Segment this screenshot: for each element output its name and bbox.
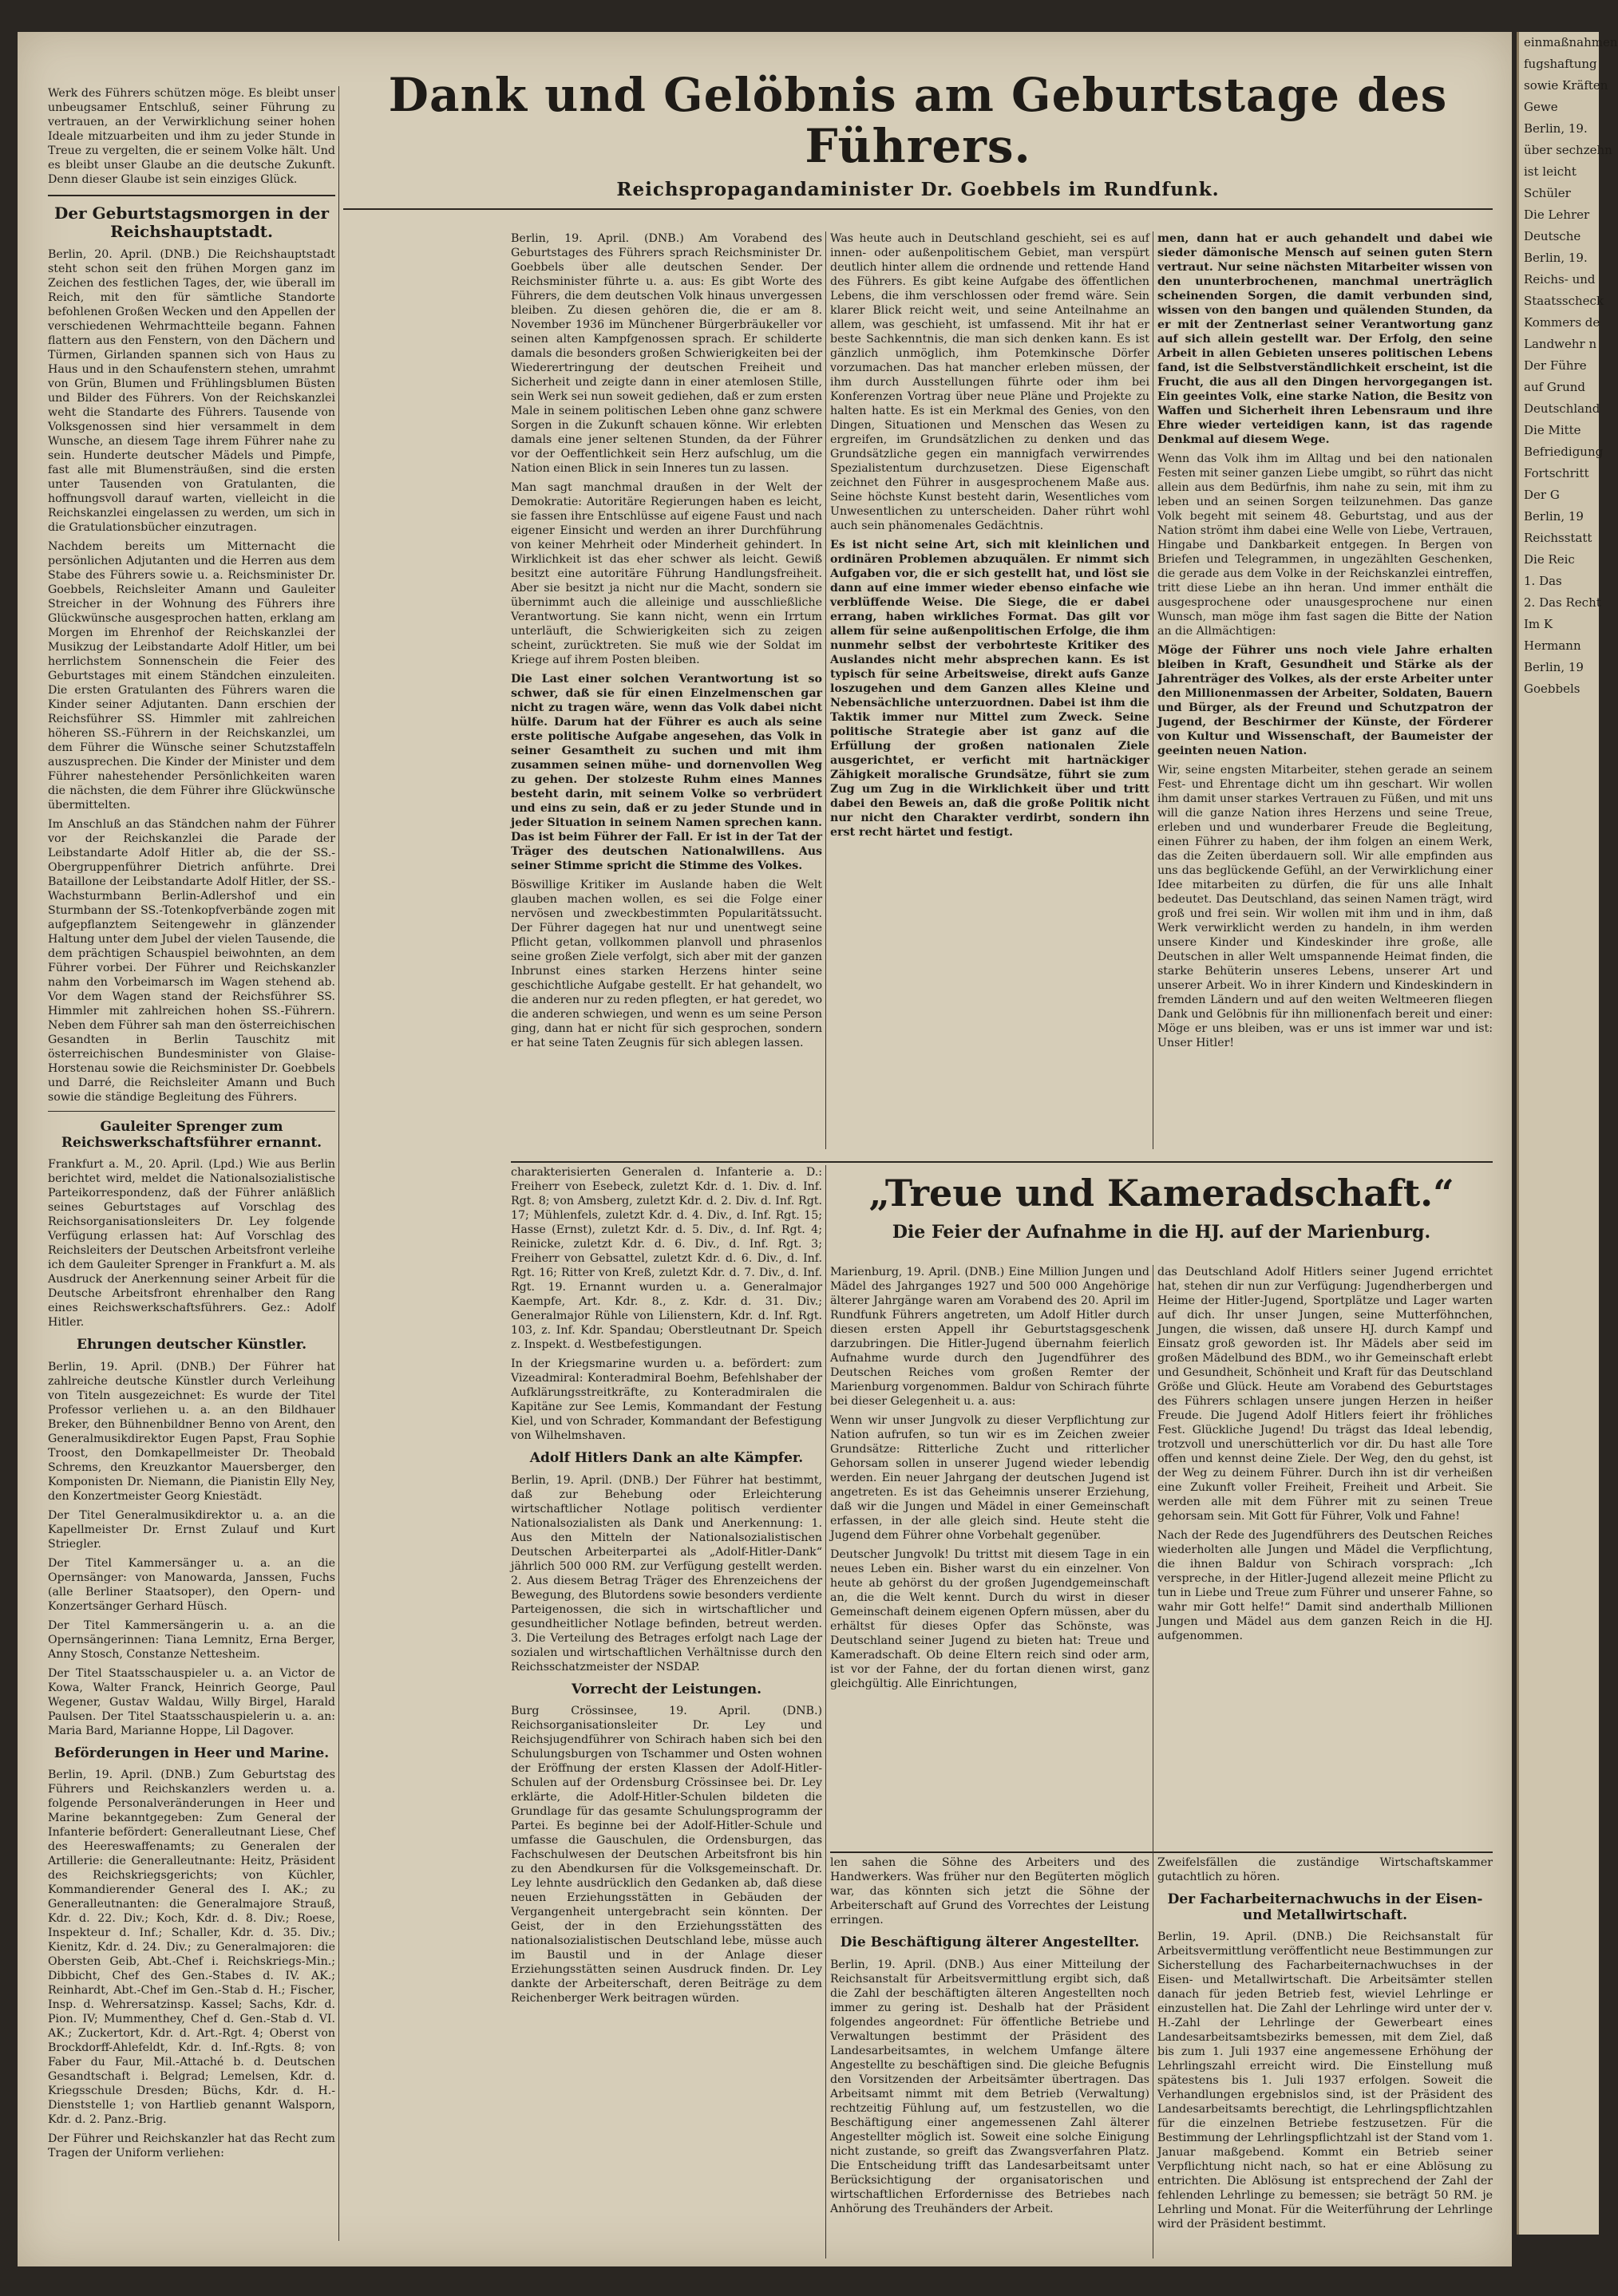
adjacent-page-line: Fortschritt bbox=[1524, 466, 1589, 480]
adjacent-page-line: Berlin, 19 bbox=[1524, 509, 1584, 524]
column-rule bbox=[825, 1165, 826, 2258]
adjacent-page-line: Kommers de bbox=[1524, 315, 1600, 330]
speech-paragraph: Wenn das Volk ihm im Alltag und bei den nationalen Festen mit seiner ganzen Liebe umgibt, so rührt das nicht allein aus dem Bedürfnis, ihm nahe zu sein, mit ihm zu leben und an seinen Sorgen teilzunehmen. Das ganze Volk begeht mit seinem 48. Geburtstag, und aus der Nation strömt ihm dabei eine Welle von Liebe, Vertrauen, Hingabe und Dankbarkeit entgegen. In Bergen von Briefen und Telegrammen, in ungezählten Geschenken, die gerade aus dem Volke in der Reichskanzlei eintreffen, tritt diese Liebe an ihn heran. Und immer enthält die ausgesprochene oder unausgesprochene nur einen Wunsch, man möge ihm fast sagen die Bitte der Nation an die Allmächtigen: bbox=[1157, 452, 1493, 638]
speech-column-b bbox=[830, 231, 1149, 1149]
column-2-lower bbox=[511, 1165, 822, 2258]
adjacent-page-line: Im K bbox=[1524, 617, 1553, 631]
adjacent-page-line: Deutschland bbox=[1524, 401, 1600, 416]
speech-paragraph: Man sagt manchmal draußen in der Welt der Demokratie: Autoritäre Regierungen haben es leicht, sie fassen ihre Entschlüsse auf eigene Faust und nach eigener Einsicht und werden an ihrer Durchführung von keiner Mehrheit oder Minderheit gehindert. In Wirklichkeit ist das eher schwer als leicht. Gewiß besitzt eine autoritäre Führung Handlungsfreiheit. Aber sie besitzt ja nicht nur die Macht, sondern sie übernimmt auch die alleinige und ausschließliche Verantwortung. Sie kann nicht, wenn ein Irrtum unterläuft, die Schwierigkeiten sich zu zeigen scheint, zurücktreten. Sie muß wie der Soldat im Kriege auf ihrem Posten bleiben. bbox=[511, 481, 822, 666]
adjacent-page-line: einmaßnahmen bbox=[1524, 35, 1618, 49]
column-4-bottom bbox=[1157, 1855, 1493, 2258]
newspaper-page bbox=[18, 32, 1512, 2266]
article-paragraph: Frankfurt a. M., 20. April. (Lpd.) Wie aus Berlin berichtet wird, meldet die Nationalsozialistische Parteikorrespondenz, daß der Führer anläßlich seines Geburtstages auf Vorschlag des Reichsorganisationsleiters Dr. Ley folgende Verfügung erlassen hat: Auf Vorschlag des Reichsleiters der Deutschen Arbeitsfront verleihe ich dem Gauleiter Sprenger in Frankfurt a. M. als Ausdruck der Anerkennung seiner Arbeit für die Deutsche Arbeitsfront ehrenhalber den Rang eines Reichswerkschaftsführers. Gez.: Adolf Hitler. bbox=[48, 1158, 335, 1330]
article-paragraph: Der Titel Kammersängerin u. a. an die Opernsängerinnen: Tiana Lemnitz, Erna Berger, Anny Stosch, Constanze Nettesheim. bbox=[48, 1618, 335, 1661]
treue-column-a bbox=[830, 1265, 1149, 1840]
main-subheadline: Reichspropagandaminister Dr. Goebbels im Rundfunk. bbox=[616, 178, 1220, 200]
article-paragraph: Berlin, 19. April. (DNB.) Die Reichsanstalt für Arbeitsvermittlung veröffentlicht neue Bestimmungen zur Sicherstellung des Facharbeiternachwuchses in der Eisen- und Metallwirtschaft. Die Arbeitsämter stellen danach für jeden Betrieb fest, wieviel Lehrlinge er einzustellen hat. Die Zahl der Lehrlinge wird unter der v. H.-Zahl der Lehrlinge der Gewerbeart eines Landesarbeitsamtsbezirks bemessen, mit dem Ziel, daß bis zum 1. Juli 1937 eine angemessene Erhöhung der Lehrlingszahl erreicht wird. Die Einstellung muß spätestens bis 1. Juli 1937 erfolgen. Soweit die Verhandlungen ergebnislos sind, ist der Präsident des Landesarbeitsamts berechtigt, die Lehrlingspflichtzahlen für die einzelnen Betriebe festzusetzen. Für die Bestimmung der Lehrlingspflichtzahl ist der Stand vom 1. Januar maßgebend. Kommt ein Betrieb seiner Verpflichtung nicht nach, so hat er eine Ablösung zu entrichten. Die Ablösung ist entsprechend der Zahl der fehlenden Lehrlinge zu bemessen; sie beträgt 50 RM. je Lehrling und Monat. Für die Weiterführung der Lehrlinge wird der Präsident bestimmt. bbox=[1157, 1930, 1493, 2231]
main-headline: Dank und Gelöbnis am Geburtstage des Führers. bbox=[388, 68, 1448, 173]
article-paragraph: Im Anschluß an das Ständchen nahm der Führer vor der Reichskanzlei die Parade der Leibstandarte Adolf Hitler ab, die der SS.-Obergruppenführer Dietrich anführte. Drei Bataillone der Leibstandarte Adolf Hitler, der SS.-Wachsturmbann Berlin-Adlershof und ein Sturmbann der SS.-Totenkopfverbände zogen mit aufgepflanztem Seitengewehr in glänzender Haltung unter dem Jubel der vielen Tausende, die dem prächtigen Schauspiel beiwohnten, an dem Führer vorbei. Der Führer und Reichskanzler nahm den Vorbeimarsch im Wagen stehend ab. Vor dem Wagen stand der Reichsführer SS. Himmler mit zahlreichen hohen SS.-Führern. Neben dem Führer sah man den österreichischen Gesandten in Berlin Tauschitz mit österreichischen Bundesminister von Glaise-Horstenau sowie die Reichsminister Dr. Goebbels und Darré, die Reichsleiter Amann und Buch sowie die ständige Begleitung des Führers. bbox=[48, 818, 335, 1104]
adjacent-page-edge bbox=[1517, 32, 1618, 2235]
adjacent-page-line: Berlin, 19 bbox=[1524, 660, 1584, 674]
article-paragraph: Der Titel Staatsschauspieler u. a. an Victor de Kowa, Walter Franck, Heinrich George, Paul Wegener, Gustav Waldau, Willy Birgel, Harald Paulsen. Der Titel Staatsschauspielerin u. a. an: Maria Bard, Marianne Hoppe, Lil Dagover. bbox=[48, 1666, 335, 1737]
headline-facharbeiter: Der Facharbeiternachwuchs in der Eisen- und Metallwirtschaft. bbox=[1167, 1891, 1483, 1923]
adjacent-page-line: Schüler bbox=[1524, 186, 1571, 200]
column-rule bbox=[825, 231, 826, 1149]
article-paragraph: In der Kriegsmarine wurden u. a. befördert: zum Vizeadmiral: Konteradmiral Boehm, Befehlshaber der Aufklärungsstreitkräfte, zu Konteradmiralen die Kapitäne zur See Lemis, Kommandant der Festung Kiel, und von Schrader, Kommandant der Befestigung von Wilhelmshaven. bbox=[511, 1357, 822, 1442]
article-paragraph: Berlin, 19. April. (DNB.) Der Führer hat zahlreiche deutsche Künstler durch Verleihung von Titeln ausgezeichnet: Es wurde der Titel Professor verliehen u. a. an den Bildhauer Breker, den Bühnenbildner Benno von Arent, den Generalmusikdirektor Eugen Papst, Frau Sophie Troost, den Domkapellmeister Dr. Theobald Schrems, den Kreuzkantor Mauersberger, den Komponisten Dr. Niemann, die Pianistin Elly Ney, den Konzertmeister Georg Kniestädt. bbox=[48, 1360, 335, 1503]
speech-paragraph: men, dann hat er auch gehandelt und dabei wie sieder dämonische Mensch auf seinen guten Stern vertraut. Nur seine nächsten Mitarbeiter wissen von den ununterbrochenen, manchmal unerträglich scheinenden Sorgen, die damit verbunden sind, wissen von den bangen und quälenden Stunden, da er mit der Zentnerlast seiner Verantwortung ganz auf sich allein gestellt war. Der Erfolg, den seine Arbeit in allen Gebieten unseres politischen Lebens fand, ist die Selbstverständlichkeit erscheint, ist die Frucht, die aus all den Dingen hervorgegangen ist. Ein geeintes Volk, eine starke Nation, die Besitz von Waffen und Sicherheit ihren Lebensraum und ihre Ehre wieder verteidigen kann, ist das ragende Denkmal auf diesem Wege. bbox=[1157, 232, 1493, 446]
article-paragraph: Nach der Rede des Jugendführers des Deutschen Reiches wiederholten alle Jungen und Mädel die Verpflichtung, die ihnen Baldur von Schirach vorsprach: „Ich verspreche, in der Hitler-Jugend allezeit meine Pflicht zu tun in Liebe und Treue zum Führer und unserer Fahne, so wahr mir Gott helfe!“ Damit sind anderthalb Millionen Jungen und Mädel aus dem ganzen Reich in die HJ. aufgenommen. bbox=[1157, 1529, 1493, 1642]
treue-headline: „Treue und Kameradschaft.“ bbox=[868, 1172, 1454, 1215]
adjacent-page-line: Die Lehrer bbox=[1524, 207, 1590, 222]
adjacent-page-line: fugshaftung bbox=[1524, 57, 1597, 71]
speech-paragraph: Was heute auch in Deutschland geschieht, sei es auf innen- oder außenpolitischem Gebiet, man verspürt deutlich hinter allem die ordnende und rettende Hand des Führers. Es gibt keine Aufgabe des öffentlichen Lebens, die ihm verschlossen oder fremd wäre. Sein klarer Blick reicht weit, und seine Anteilnahme an allem, was geschieht, ist umfassend. Mit ihr hat er beste Sachkenntnis, die man sich denken kann. Es ist gänzlich unmöglich, ihm Potemkinsche Dörfer vorzumachen. Das hat mancher erleben müssen, der ihm durch Ausstellungen führte oder ihm bei Konferenzen Vortrag über neue Pläne und Projekte zu halten hatte. Es ist ein Merkmal des Genies, von den Dingen, Situationen und Menschen das Wesen zu ergreifen, im Grundsätzlichen zu denken und das Grundsätzliche gegen ein mannigfach verwirrendes Spezialistentum durchzusetzen. Diese Eigenschaft zeichnet den Führer in ausgesprochenem Maße aus. Seine höchste Kunst besteht darin, Wesentliches vom Unwesentlichen zu unterscheiden. Daher rührt wohl auch sein phänomenales Gedächtnis. bbox=[830, 232, 1149, 532]
adjacent-page-line: 1. Das bbox=[1524, 574, 1562, 588]
article-paragraph: das Deutschland Adolf Hitlers seiner Jugend errichtet hat, stehen dir nun zur Verfügung: Jugendherbergen und Heime der Hitler-Jugend, Sportplätze und Lager warten auf dich. Ihr unser Jungen, seine Mutterföhnchen, Jungen, die wissen, daß unsere HJ. durch Kampf und Einsatz groß geworden ist. Ihr Mädels aber seid im großen Mädelbund des BDM., wo ihr Gemeinschaft erlebt und Gesundheit, Schönheit und Kraft für das Deutschland Größe und Glück. Heute am Vorabend des Geburtstages des Führers schlagen unsere jungen Herzen in heißer Freude. Die Jugend Adolf Hitlers feiert ihr fröhliches Fest. Glückliche Jugend! Du trägst das Ideal lebendig, trotzvoll und unerschütterlich vor dir. Du hast alle Tore offen und kennst deine Ziele. Der Weg, den du gehst, ist der Weg zu deinem Führer. Durch ihn ist dir verheißen eine Zukunft voller Freiheit, Freiheit und Arbeit. Sie werden alle mit dem Führer mit zu seinen Treue gehorsam sein. Mit Gott für Führer, Volk und Fahne! bbox=[1157, 1266, 1493, 1523]
treue-headline-block bbox=[830, 1173, 1493, 1243]
article-paragraph: charakterisierten Generalen d. Infanterie a. D.: Freiherr von Esebeck, zuletzt Kdr. d. 1. Div. d. Inf. Rgt. 8; von Amsberg, zuletzt Kdr. d. 2. Div. d. Inf. Rgt. 17; Mühlenfels, zuletzt Kdr. d. 4. Div., d. Inf. Rgt. 15; Hasse (Ernst), zuletzt Kdr. d. 5. Div., d. Inf. Rgt. 4; Reinicke, zuletzt Kdr. d. 6. Div., d. Inf. Rgt. 3; Freiherr von Gebsattel, zuletzt Kdr. d. 6. Div., d. Inf. Rgt. 16; Ritter von Kreß, zuletzt Kdr. d. 7. Div., d. Inf. Rgt. 19. Ernannt wurden u. a. Generalmajor Kaempfe, Art. Kdr. 8., z. Kdr. d. 31. Div.; Generalmajor Rühle von Lilienstern, Kdr. d. Inf. Rgt. 103, z. Inf. Kdr. Spandau; Oberstleutnant Dr. Speich z. Inspekt. d. Westbefestigungen. bbox=[511, 1166, 822, 1351]
divider bbox=[511, 1161, 1493, 1163]
article-paragraph: Der Titel Generalmusikdirektor u. a. an die Kapellmeister Dr. Ernst Zulauf und Kurt Striegler. bbox=[48, 1508, 335, 1551]
headline-sprenger: Gauleiter Sprenger zum Reichswerkschaftsführer ernannt. bbox=[61, 1119, 322, 1151]
adjacent-page-line: Deutsche bbox=[1524, 229, 1581, 243]
intro-paragraph: Werk des Führers schützen möge. Es bleibt unser unbeugsamer Entschluß, seiner Führung zu vertrauen, an der Verwirklichung seiner hohen Ideale mitzuarbeiten und ihm zu jeder Stunde in Treue zu vergelten, die er seinem Volke hält. Und es bleibt unser Glaube an die deutsche Zukunft. Denn dieser Glaube ist sein einziges Glück. bbox=[48, 87, 335, 186]
headline-geburtstagsmorgen: Der Geburtstagsmorgen in der Reichshauptstadt. bbox=[54, 204, 329, 241]
headline-dank-kaempfer: Adolf Hitlers Dank an alte Kämpfer. bbox=[529, 1450, 804, 1466]
adjacent-page-line: Goebbels bbox=[1524, 682, 1580, 696]
divider bbox=[830, 1851, 1493, 1853]
adjacent-page-line: Der G bbox=[1524, 488, 1560, 502]
adjacent-page-line: auf Grund bbox=[1524, 380, 1585, 394]
article-paragraph: Wenn wir unser Jungvolk zu dieser Verpflichtung zur Nation aufrufen, so tun wir es im Zeichen zweier Grundsätze: Ritterliche Zucht und ritterlicher Gehorsam sollen in unserer Jugend wieder lebendig werden. Ein neuer Jahrgang der deutschen Jugend ist angetreten. Es ist das Geheimnis unserer Erziehung, daß wir die Jungen und Mädel in einer Gemeinschaft erfassen, in der alle gleich sind. Heute steht die Jugend dem Führer ohne Vorbehalt gegenüber. bbox=[830, 1414, 1149, 1542]
article-paragraph: Berlin, 19. April. (DNB.) Der Führer hat bestimmt, daß zur Behebung oder Erleichterung wirtschaftlicher Notlage politisch verdienter Nationalsozialisten als Dank und Anerkennung: 1. Aus den Mitteln der Nationalsozialistischen Deutschen Arbeiterpartei als „Adolf-Hitler-Dank“ jährlich 500 000 RM. zur Verfügung gestellt werden. 2. Aus diesem Betrag Träger des Ehrenzeichens der Bewegung, des Blutordens sowie besonders verdiente Parteigenossen, die sich in wirtschaftlicher und gesundheitlicher Notlage befinden, betreut werden. 3. Die Verteilung des Betrages erfolgt nach Lage der sozialen und wirtschaftlichen Verhältnisse durch den Reichsschatzmeister der NSDAP. bbox=[511, 1473, 822, 1674]
article-paragraph: Der Führer und Reichskanzler hat das Recht zum Tragen der Uniform verliehen: bbox=[48, 2132, 335, 2160]
main-headline-block bbox=[343, 70, 1493, 218]
adjacent-page-line: Die Mitte bbox=[1524, 423, 1581, 437]
headline-befoerderungen: Beförderungen in Heer und Marine. bbox=[53, 1745, 330, 1761]
article-paragraph: Nachdem bereits um Mitternacht die persönlichen Adjutanten und die Herren aus dem Stabe des Führers sowie u. a. Reichsminister Dr. Goebbels, Reichsleiter Amann und Gauleiter Streicher in der Wohnung des Führers ihre Glückwünsche ausgesprochen hatten, erklang am Morgen im Ehrenhof der Reichskanzlei der Musikzug der Leibstandarte Adolf Hitler, um bei herrlichstem Sonnenschein die Feier des Geburtstages mit einem Ständchen einzuleiten. Die ersten Gratulanten des Führers waren die Kinder seiner Adjutanten. Dann erschien der Reichsführer SS. Himmler mit zahlreichen höheren SS.-Führern in der Reichskanzlei, um dem Führer die Wünsche seiner Schutzstaffeln auszusprechen. Die Kinder der Minister und dem Führer nahestehender Persönlichkeiten waren die nächsten, die dem Führer ihre Glückwünsche übermittelten. bbox=[48, 540, 335, 812]
speech-paragraph: Möge der Führer uns noch viele Jahre erhalten bleiben in Kraft, Gesundheit und Stärke als der Jahrenträger des Volkes, als der erste Arbeiter unter den Millionenmassen der Arbeiter, Soldaten, Bauern und Bürger, als der Freund und Schutzpatron der Jugend, der Beschirmer der Künste, der Förderer von Kultur und Wissenschaft, der Baumeister der geeinten neuen Nation. bbox=[1157, 644, 1493, 757]
adjacent-page-line: über sechzehn bbox=[1524, 143, 1612, 157]
column-1 bbox=[48, 86, 335, 2165]
adjacent-page-line: Der Führe bbox=[1524, 358, 1587, 373]
article-paragraph: Marienburg, 19. April. (DNB.) Eine Million Jungen und Mädel des Jahrganges 1927 und 500 000 Angehörige älterer Jahrgänge waren am Vorabend des 20. April im Rundfunk Führers angetreten, um Adolf Hitler durch diesen ersten Appell ihr Geburtstagsgeschenk darzubringen. Die Hitler-Jugend übernahm feierlich Aufnahme wurde durch den Jugendführer des Deutschen Reiches vom großen Remter der Marienburg vorgenommen. Baldur von Schirach führte bei dieser Gelegenheit u. a. aus: bbox=[830, 1266, 1149, 1408]
treue-subheadline: Die Feier der Aufnahme in die HJ. auf der Marienburg. bbox=[892, 1221, 1431, 1243]
adjacent-page-line: Hermann bbox=[1524, 638, 1581, 653]
article-paragraph: len sahen die Söhne des Arbeiters und des Handwerkers. Was früher nur den Begüterten möglich war, das könnten sich jetzt die Söhne der Arbeiterschaft auf Grund des Vorrechtes der Leistung erringen. bbox=[830, 1856, 1149, 1927]
speech-column-c bbox=[1157, 231, 1493, 1149]
speech-paragraph: Berlin, 19. April. (DNB.) Am Vorabend des Geburtstages des Führers sprach Reichsminister Dr. Goebbels über alle deutschen Sender. Der Reichsminister führte u. a. aus: Es gibt Worte des Führers, die dem deutschen Volk hinaus unvergessen bleiben. Zu diesen gehören die, die er am 8. November 1936 im Münchener Bürgerbräukeller vor seinen alten Kampfgenossen sprach. Er schilderte damals die besonders großen Schwierigkeiten bei der Wiederertringung der deutschen Freiheit und Sicherheit und zeigte dann in einer atemlosen Stille, sein Werk sei nun soweit gediehen, daß er zum ersten Male in seinem politischen Leben ohne ganz schwere Sorgen in die Zukunft schauen könne. Wir erlebten damals eine jener seltenen Stunden, da der Führer vor der Oeffentlichkeit sein Herz aufschlug, um die Nation einen Blick in sein Inneres tun zu lassen. bbox=[511, 232, 822, 475]
article-paragraph: Berlin, 19. April. (DNB.) Aus einer Mitteilung der Reichsanstalt für Arbeitsvermittlung ergibt sich, daß die Zahl der beschäftigten älteren Angestellten noch immer zu gering ist. Deshalb hat der Präsident folgendes angeordnet: Für öffentliche Betriebe und Verwaltungen bestimmt der Präsident des Landesarbeitsamtes, in welchem Umfange ältere Angestellte zu beschäftigen sind. Die gleiche Befugnis den Vorsitzenden der Arbeitsämter übertragen. Das Arbeitsamt nimmt mit dem Betrieb (Verwaltung) rechtzeitig Fühlung auf, um festzustellen, wo die Beschäftigung einer angemessenen Zahl älterer Angestellter möglich ist. Soweit eine solche Einigung nicht zustande, so greift das Zwangsverfahren Platz. Die Entscheidung trifft das Landesarbeitsamt unter Berücksichtigung der organisatorischen und wirtschaftlichen Erfordernisse des Betriebes nach Anhörung des Treuhänders der Arbeit. bbox=[830, 1958, 1149, 2215]
column-rule bbox=[338, 86, 339, 2241]
adjacent-page-line: ist leicht bbox=[1524, 164, 1576, 179]
adjacent-page-line: sowie Kräften bbox=[1524, 78, 1608, 93]
speech-paragraph: Wir, seine engsten Mitarbeiter, stehen gerade an seinem Fest- und Ehrentage dicht um ihn geschart. Wir wollen ihm damit unser starkes Vertrauen zu Füßen, und mit uns will die ganze Nation ihres Herzens und seine Treue, erleben und und wunderbarer Freude die Begleitung, einen Führer zu haben, der ihm folgen an einem Werk, das die Zeiten überdauern soll. Wir alle empfinden aus uns das beglückende Gefühl, an der Verwirklichung einer Idee mitarbeiten zu dürfen, die für uns alle Inhalt bedeutet. Das Deutschland, das seinen Namen trägt, wird groß und frei sein. Wir wollen mit ihm und in ihm, daß Werk verwirklicht werden zu handeln, in ihm werden unsere Kinder und Kindeskinder ihre große, alle Deutschen in aller Welt umspannende Heimat finden, die starke Behüterin unseres Lebens, unserer Art und unserer Arbeit. Wo in ihrer Kindern und Kindeskindern in fremden Ländern und auf den weiten Weltmeeren fliegen Dank und Gelöbnis für ihn millionenfach bereit und einer: Möge er uns bleiben, was er uns ist immer war und ist: Unser Hitler! bbox=[1157, 764, 1493, 1049]
adjacent-page-line: Berlin, 19. bbox=[1524, 121, 1588, 136]
treue-column-b bbox=[1157, 1265, 1493, 1840]
adjacent-page-line: Reichs- und bbox=[1524, 272, 1596, 287]
divider bbox=[48, 1111, 335, 1112]
article-paragraph: Der Titel Kammersänger u. a. an die Opernsänger: von Manowarda, Janssen, Fuchs (alle Berliner Staatsoper), den Opern- und Konzertsänger Gerhard Hüsch. bbox=[48, 1556, 335, 1613]
article-paragraph: Berlin, 19. April. (DNB.) Zum Geburtstag des Führers und Reichskanzlers werden u. a. folgende Personalveränderungen in Heer und Marine bekanntgegeben: Zum General der Infanterie befördert: Generalleutnant Liese, Chef des Heereswaffenamts; zu Generalen der Artillerie: die Generalleutnante: Heitz, Präsident des Reichskriegsgerichts; von Küchler, Kommandierender General des I. AK.; zu Generalleutnanten: die Generalmajore Strauß, Kdr. d. 22. Div.; Koch, Kdr. d. 8. Div.; Roese, Inspekteur d. Inf.; Schaller, Kdr. d. 35. Div.; Kienitz, Kdr. d. 24. Div.; zu Generalmajoren: die Obersten Geib, Abt.-Chef i. Reichskriegs-Min.; Dibbicht, Chef des Gen.-Stabes d. IV. AK.; Reinhardt, Abt.-Chef im Gen.-Stab d. H.; Fischer, Insp. d. Wehrersatzinsp. Kassel; Sachs, Kdr. d. Pion. IV; Mummenthey, Chef d. Gen.-Stab d. VI. AK.; Zuckertort, Kdr. d. Art.-Rgt. 4; Oberst von Brockdorff-Ahlefeldt, Kdr. d. Inf.-Rgts. 8; von Faber du Faur, Mil.-Attaché b. d. Deutschen Gesandtschaft i. Belgrad; Lemelsen, Kdr. d. Kriegsschule Dresden; Büchs, Kdr. d. H.-Dienststelle 1; von Hartlieb genannt Walsporn, Kdr. d. 2. Panz.-Brig. bbox=[48, 1768, 335, 2127]
adjacent-page-text bbox=[1519, 32, 1618, 700]
article-paragraph: Deutscher Jungvolk! Du trittst mit diesem Tage in ein neues Leben ein. Bisher warst du ein einzelner. Von heute ab gehörst du der großen Jugendgemeinschaft an, die die Welt kennt. Durch du wirst in dieser Gemeinschaft deinem eigenen Opfern müssen, aber du erhältst für dieses Opfer das Schönste, was Deutschland seiner Jugend zu bieten hat: Treue und Kameradschaft. Ob deine Eltern reich sind oder arm, ist vor der Fahne, der du fortan dienen wirst, ganz gleichgültig. Alle Einrichtungen, bbox=[830, 1548, 1149, 1690]
article-paragraph: Berlin, 20. April. (DNB.) Die Reichshauptstadt steht schon seit den frühen Morgen ganz im Zeichen des festlichen Tages, der, wie überall im Reich, mit den für sämtliche Standorte befohlenen Großen Wecken und den Appellen der verschiedenen Wehrmachtteile begann. Fahnen flattern aus den Fenstern, von den Dächern und Türmen, Girlanden spannen sich von Haus zu Haus und in den Schaufenstern stehen, umrahmt von Grün, Blumen und Frühlingsblumen Büsten und Bilder des Führers. Von der Reichskanzlei weht die Standarte des Führers. Tausende von Volksgenossen sind hier versammelt in dem Wunsche, an diesem Tage ihrem Führer nahe zu sein. Hunderte deutscher Mädels und Pimpfe, fast alle mit Blumensträußen, sind die ersten unter Tausenden von Gratulanten, die hoffnungsvoll darauf warten, vielleicht in die Reichskanzlei eingelassen zu werden, um sich in die Gratulationsbücher einzutragen. bbox=[48, 248, 335, 534]
adjacent-page-line: Reichsstatt bbox=[1524, 531, 1592, 545]
article-paragraph: Zweifelsfällen die zuständige Wirtschaftskammer gutachtlich zu hören. bbox=[1157, 1856, 1493, 1883]
adjacent-page-line: Staatsscheck bbox=[1524, 294, 1604, 308]
headline-angestellte: Die Beschäftigung älterer Angestellter. bbox=[840, 1934, 1140, 1950]
adjacent-page-line: Befriedigung bbox=[1524, 445, 1604, 459]
speech-paragraph: Es ist nicht seine Art, sich mit kleinlichen und ordinären Problemen abzuquälen. Er nimmt sich Aufgaben vor, die er sich gestellt hat, und löst sie dann auf eine immer wieder ebenso einfache wie verblüffende Weise. Die Siege, die er dabei errang, haben wirkliches Format. Das gilt vor allem für seine außenpolitischen Erfolge, die ihm nunmehr selbst der verbohrteste Kritiker des Auslandes nicht mehr absprechen kann. Es ist typisch für seine Arbeitsweise, direkt aufs Ganze loszugehen und dem Ganzen alles Kleine und Nebensächliche unterzuordnen. Dabei ist ihm die Taktik immer nur Mittel zum Zweck. Seine politische Strategie aber ist ganz auf die Erfüllung der großen nationalen Ziele ausgerichtet, er verficht mit hartnäckiger Zähigkeit moralische Grundsätze, führt sie zum Zug um Zug in die Wirklichkeit über und tritt dabei den Beweis an, daß die große Politik nicht nur nicht den Charakter verdirbt, sondern ihn erst recht härtet und festigt. bbox=[830, 539, 1149, 839]
adjacent-page-line: 2. Das Recht bbox=[1524, 595, 1601, 610]
article-paragraph: Burg Crössinsee, 19. April. (DNB.) Reichsorganisationsleiter Dr. Ley und Reichsjugendführer von Schirach haben sich bei den Schulungsburgen von Tschammer und Osten wohnen der Eröffnung der ersten Klassen der Adolf-Hitler-Schulen auf der Ordensburg Crössinsee bei. Dr. Ley erklärte, die Adolf-Hitler-Schulen bildeten die Grundlage für das gesamte Schulungsprogramm der Partei. Es beginne bei der Adolf-Hitler-Schule und umfasse die Gauschulen, die Ordensburgen, das Fachschulwesen der Deutschen Arbeitsfront bis hin zu den Abendkursen für die Volksgemeinschaft. Dr. Ley lehnte ausdrücklich den Gedanken ab, daß diese neuen Erziehungsstätten in Gebäuden der Vergangenheit untergebracht sein könnten. Der Geist, der in den Erziehungsstätten des nationalsozialistischen Deutschland lebe, müsse auch im Baustil und in der Anlage dieser Erziehungsstätten seinen Ausdruck finden. Dr. Ley dankte der Arbeiterschaft, deren Beiträge zu dem Reichenberger Werk beitragen würden. bbox=[511, 1705, 822, 2006]
adjacent-page-line: Landwehr n bbox=[1524, 337, 1597, 351]
divider bbox=[343, 208, 1493, 210]
adjacent-page-line: Die Reic bbox=[1524, 552, 1575, 567]
headline-vorrecht: Vorrecht der Leistungen. bbox=[571, 1681, 762, 1697]
column-3-bottom bbox=[830, 1855, 1149, 2258]
speech-column-a bbox=[511, 231, 822, 1149]
headline-kuenstler: Ehrungen deutscher Künstler. bbox=[77, 1337, 307, 1353]
adjacent-page-line: Gewe bbox=[1524, 100, 1558, 114]
divider bbox=[48, 195, 335, 196]
speech-paragraph: Böswillige Kritiker im Auslande haben die Welt glauben machen wollen, es sei die Folge einer nervösen und zweckbestimmten Popularitätssucht. Der Führer dagegen hat nur und unentwegt seine Pflicht getan, vollkommen planvoll und phrasenlos seine großen Ziele verfolgt, sich aber mit der ganzen Inbrunst eines starken Herzens hinter seine geschichtliche Aufgabe gestellt. Er hat gehandelt, wo die anderen nur zu reden pflegten, er hat geredet, wo die anderen schwiegen, und wenn es um seine Person ging, dann hat er nicht für sich gesprochen, sondern er hat seine Taten Zeugnis für sich ablegen lassen. bbox=[511, 879, 822, 1049]
adjacent-page-line: Berlin, 19. bbox=[1524, 251, 1588, 265]
speech-paragraph: Die Last einer solchen Verantwortung ist so schwer, daß sie für einen Einzelmenschen gar nicht zu tragen wäre, wenn das Volk dabei nicht hülfe. Darum hat der Führer es auch als seine erste politische Aufgabe angesehen, das Volk in seiner Gesamtheit zu suchen und mit ihm zusammen seinen mühe- und dornenvollen Weg zu gehen. Der stolzeste Ruhm eines Mannes besteht darin, mit seinem Volke so verbrüdert und eins zu sein, daß er zu jeder Stunde und in jeder Situation in seinem Namen sprechen kann. Das ist beim Führer der Fall. Er ist in der Tat der Träger des deutschen Nationalwillens. Aus seiner Stimme spricht die Stimme des Volkes. bbox=[511, 673, 822, 872]
